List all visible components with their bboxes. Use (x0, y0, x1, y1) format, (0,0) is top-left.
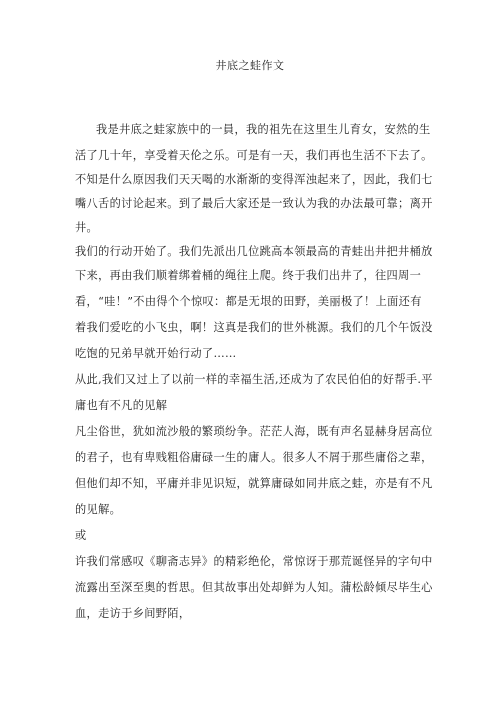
text-line: 着我们爱吃的小飞虫，啊！这真是我们的世外桃源。我们的几个午饭没 (75, 321, 433, 334)
text-line: 不知是什么原因我们天天喝的水渐渐的变得浑浊起来了，因此，我们七 (75, 173, 433, 186)
text-line: 的君子，也有卑贱粗俗庸碌一生的庸人。很多人不屑于那些庸俗之辈， (75, 451, 433, 464)
text-line: 血，走访于乡间野陌， (75, 607, 191, 620)
text-line: 凡尘俗世，犹如流沙般的繁琐纷争。茫茫人海，既有声名显赫身居高位 (75, 425, 433, 438)
text-line: 下来，再由我们顺着绑着桶的绳往上爬。终于我们出井了，往四周一 (75, 269, 422, 282)
text-line: 我们的行动开始了。我们先派出几位跳高本领最高的青蛙出井把井桶放 (75, 245, 433, 258)
text-line: 流露出至深至奥的哲思。但其故事出处却鲜为人知。蒲松龄倾尽毕生心 (75, 581, 433, 594)
text-line: 或 (75, 529, 87, 542)
text-line: 但他们却不知，平庸并非见识短，就算庸碌如同井底之蛙，亦是有不凡 (75, 477, 433, 490)
text-line: 许我们常感叹《聊斋志异》的精彩绝伦，常惊讶于那荒诞怪异的字句中 (75, 555, 433, 568)
text-line: 嘴八舌的讨论起来。到了最后大家还是一致认为我的办法最可靠；离开 (75, 197, 433, 210)
text-line: 井。 (75, 221, 99, 234)
document-title: 井底之蛙作文 (215, 59, 285, 72)
text-line: 看，“哇！”不由得个个惊叹：都是无垠的田野，美丽极了！上面还有 (75, 295, 422, 308)
text-line: 吃饱的兄弟早就开始行动了…… (75, 347, 237, 360)
text-line: 我是井底之蛙家族中的一員，我的祖先在这里生儿育女，安然的生 (96, 123, 431, 136)
text-line: 的见解。 (75, 503, 122, 516)
text-line: 庸也有不凡的见解 (75, 399, 168, 412)
text-line: 活了几十年，享受着天伦之乐。可是有一天，我们再也生活不下去了。 (75, 149, 433, 162)
text-line: 从此,我们又过上了以前一样的幸福生活,还成为了农民伯伯的好帮手.平 (75, 373, 433, 386)
